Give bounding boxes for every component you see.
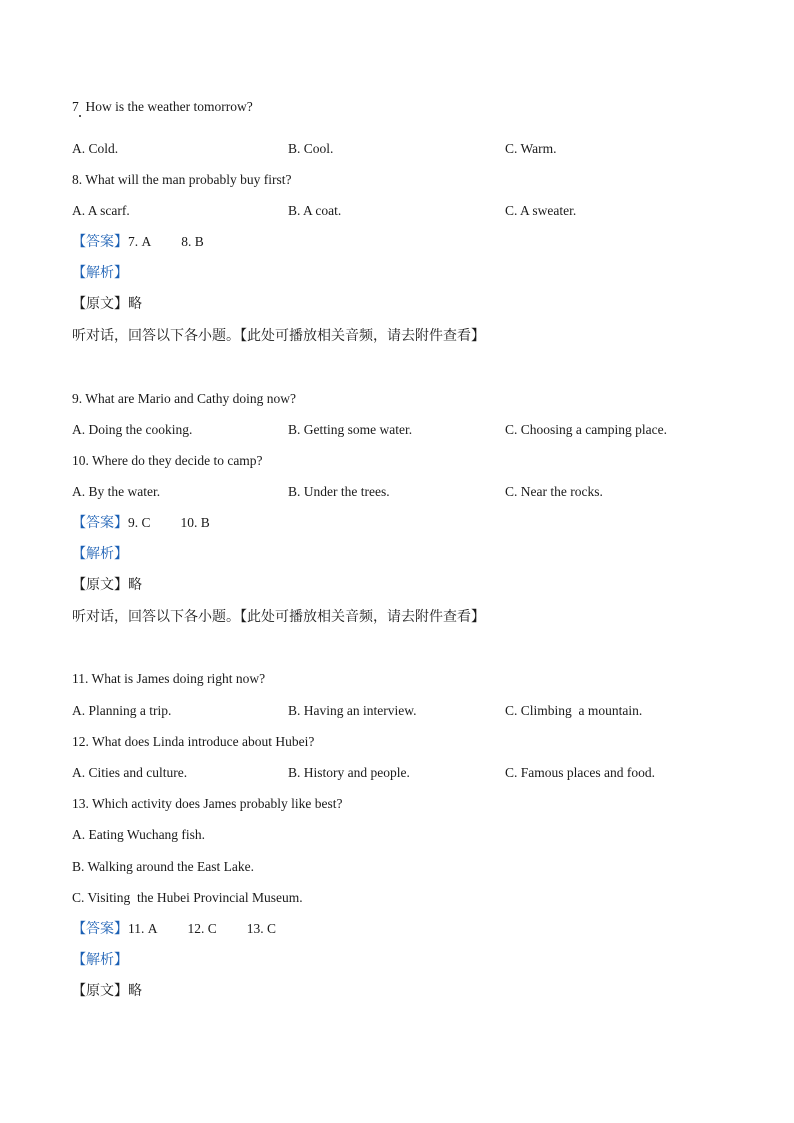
q11-option-c: C. Climbing a mountain. — [505, 703, 643, 718]
analysis-tag: 【解析】 — [72, 546, 128, 562]
q13-option-a: A. Eating Wuchang fish. — [72, 827, 206, 842]
q9-option-a: A. Doing the cooking. — [72, 422, 193, 437]
analysis-line-2 — [72, 545, 128, 563]
answer-line-1 — [72, 233, 204, 251]
analysis-tag: 【解析】 — [72, 952, 128, 968]
q11-option-b: B. Having an interview. — [288, 703, 417, 718]
analysis-tag: 【解析】 — [72, 265, 128, 281]
q8-option-b: B. A coat. — [288, 203, 342, 218]
question-7: 7 How is the weather tomorrow? — [72, 99, 253, 114]
answer-line-2 — [72, 514, 210, 532]
q12-option-c: C. Famous places and food. — [505, 765, 655, 780]
q9-option-c: C. Choosing a camping place. — [505, 422, 667, 437]
instruction-2: 听对话，回答以下各小题。【此处可播放相关音频，请去附件查看】 — [72, 609, 485, 625]
q10-option-c: C. Near the rocks. — [505, 484, 603, 499]
question-13: 13. Which activity does James probably like best? — [72, 796, 343, 811]
question-12: 12. What does Linda introduce about Hubei? — [72, 734, 315, 749]
original-line-2 — [72, 576, 142, 594]
q8-option-a: A. A scarf. — [72, 203, 130, 218]
answer-item: 7. A — [128, 234, 152, 249]
q12-option-a: A. Cities and culture. — [72, 765, 188, 780]
original-tag: 【原文】 — [72, 983, 128, 999]
original-tag: 【原文】 — [72, 577, 128, 593]
original-line-1 — [72, 295, 142, 313]
question-9: 9. What are Mario and Cathy doing now? — [72, 391, 296, 406]
original-text: 略 — [128, 577, 142, 593]
instruction-1: 听对话，回答以下各小题。【此处可播放相关音频，请去附件查看】 — [72, 328, 485, 344]
q10-option-a: A. By the water. — [72, 484, 161, 499]
q8-option-c: C. A sweater. — [505, 203, 577, 218]
original-text: 略 — [128, 983, 142, 999]
original-text: 略 — [128, 296, 142, 312]
answer-item: 9. C — [128, 515, 151, 530]
stray-dot — [79, 115, 81, 117]
analysis-line-3 — [72, 951, 128, 969]
analysis-line-1 — [72, 264, 128, 282]
answer-item: 8. B — [181, 234, 204, 249]
question-11: 11. What is James doing right now? — [72, 671, 266, 686]
q13-option-b: B. Walking around the East Lake. — [72, 859, 254, 874]
q10-option-b: B. Under the trees. — [288, 484, 390, 499]
q7-option-c: C. Warm. — [505, 141, 557, 156]
q7-option-a: A. Cold. — [72, 141, 119, 156]
answer-item: 10. B — [180, 515, 210, 530]
question-10: 10. Where do they decide to camp? — [72, 453, 263, 468]
original-line-3 — [72, 982, 142, 1000]
q7-option-b: B. Cool. — [288, 141, 334, 156]
q9-option-b: B. Getting some water. — [288, 422, 413, 437]
answer-item: 12. C — [187, 921, 217, 936]
q11-option-a: A. Planning a trip. — [72, 703, 172, 718]
answer-line-3 — [72, 920, 276, 938]
answer-tag: 【答案】 — [72, 921, 128, 937]
original-tag: 【原文】 — [72, 296, 128, 312]
q12-option-b: B. History and people. — [288, 765, 410, 780]
answer-tag: 【答案】 — [72, 515, 128, 531]
answer-tag: 【答案】 — [72, 234, 128, 250]
answer-item: 11. A — [128, 921, 158, 936]
answer-item: 13. C — [246, 921, 277, 936]
q13-option-c: C. Visiting the Hubei Provincial Museum. — [72, 890, 303, 905]
question-8: 8. What will the man probably buy first? — [72, 172, 292, 187]
